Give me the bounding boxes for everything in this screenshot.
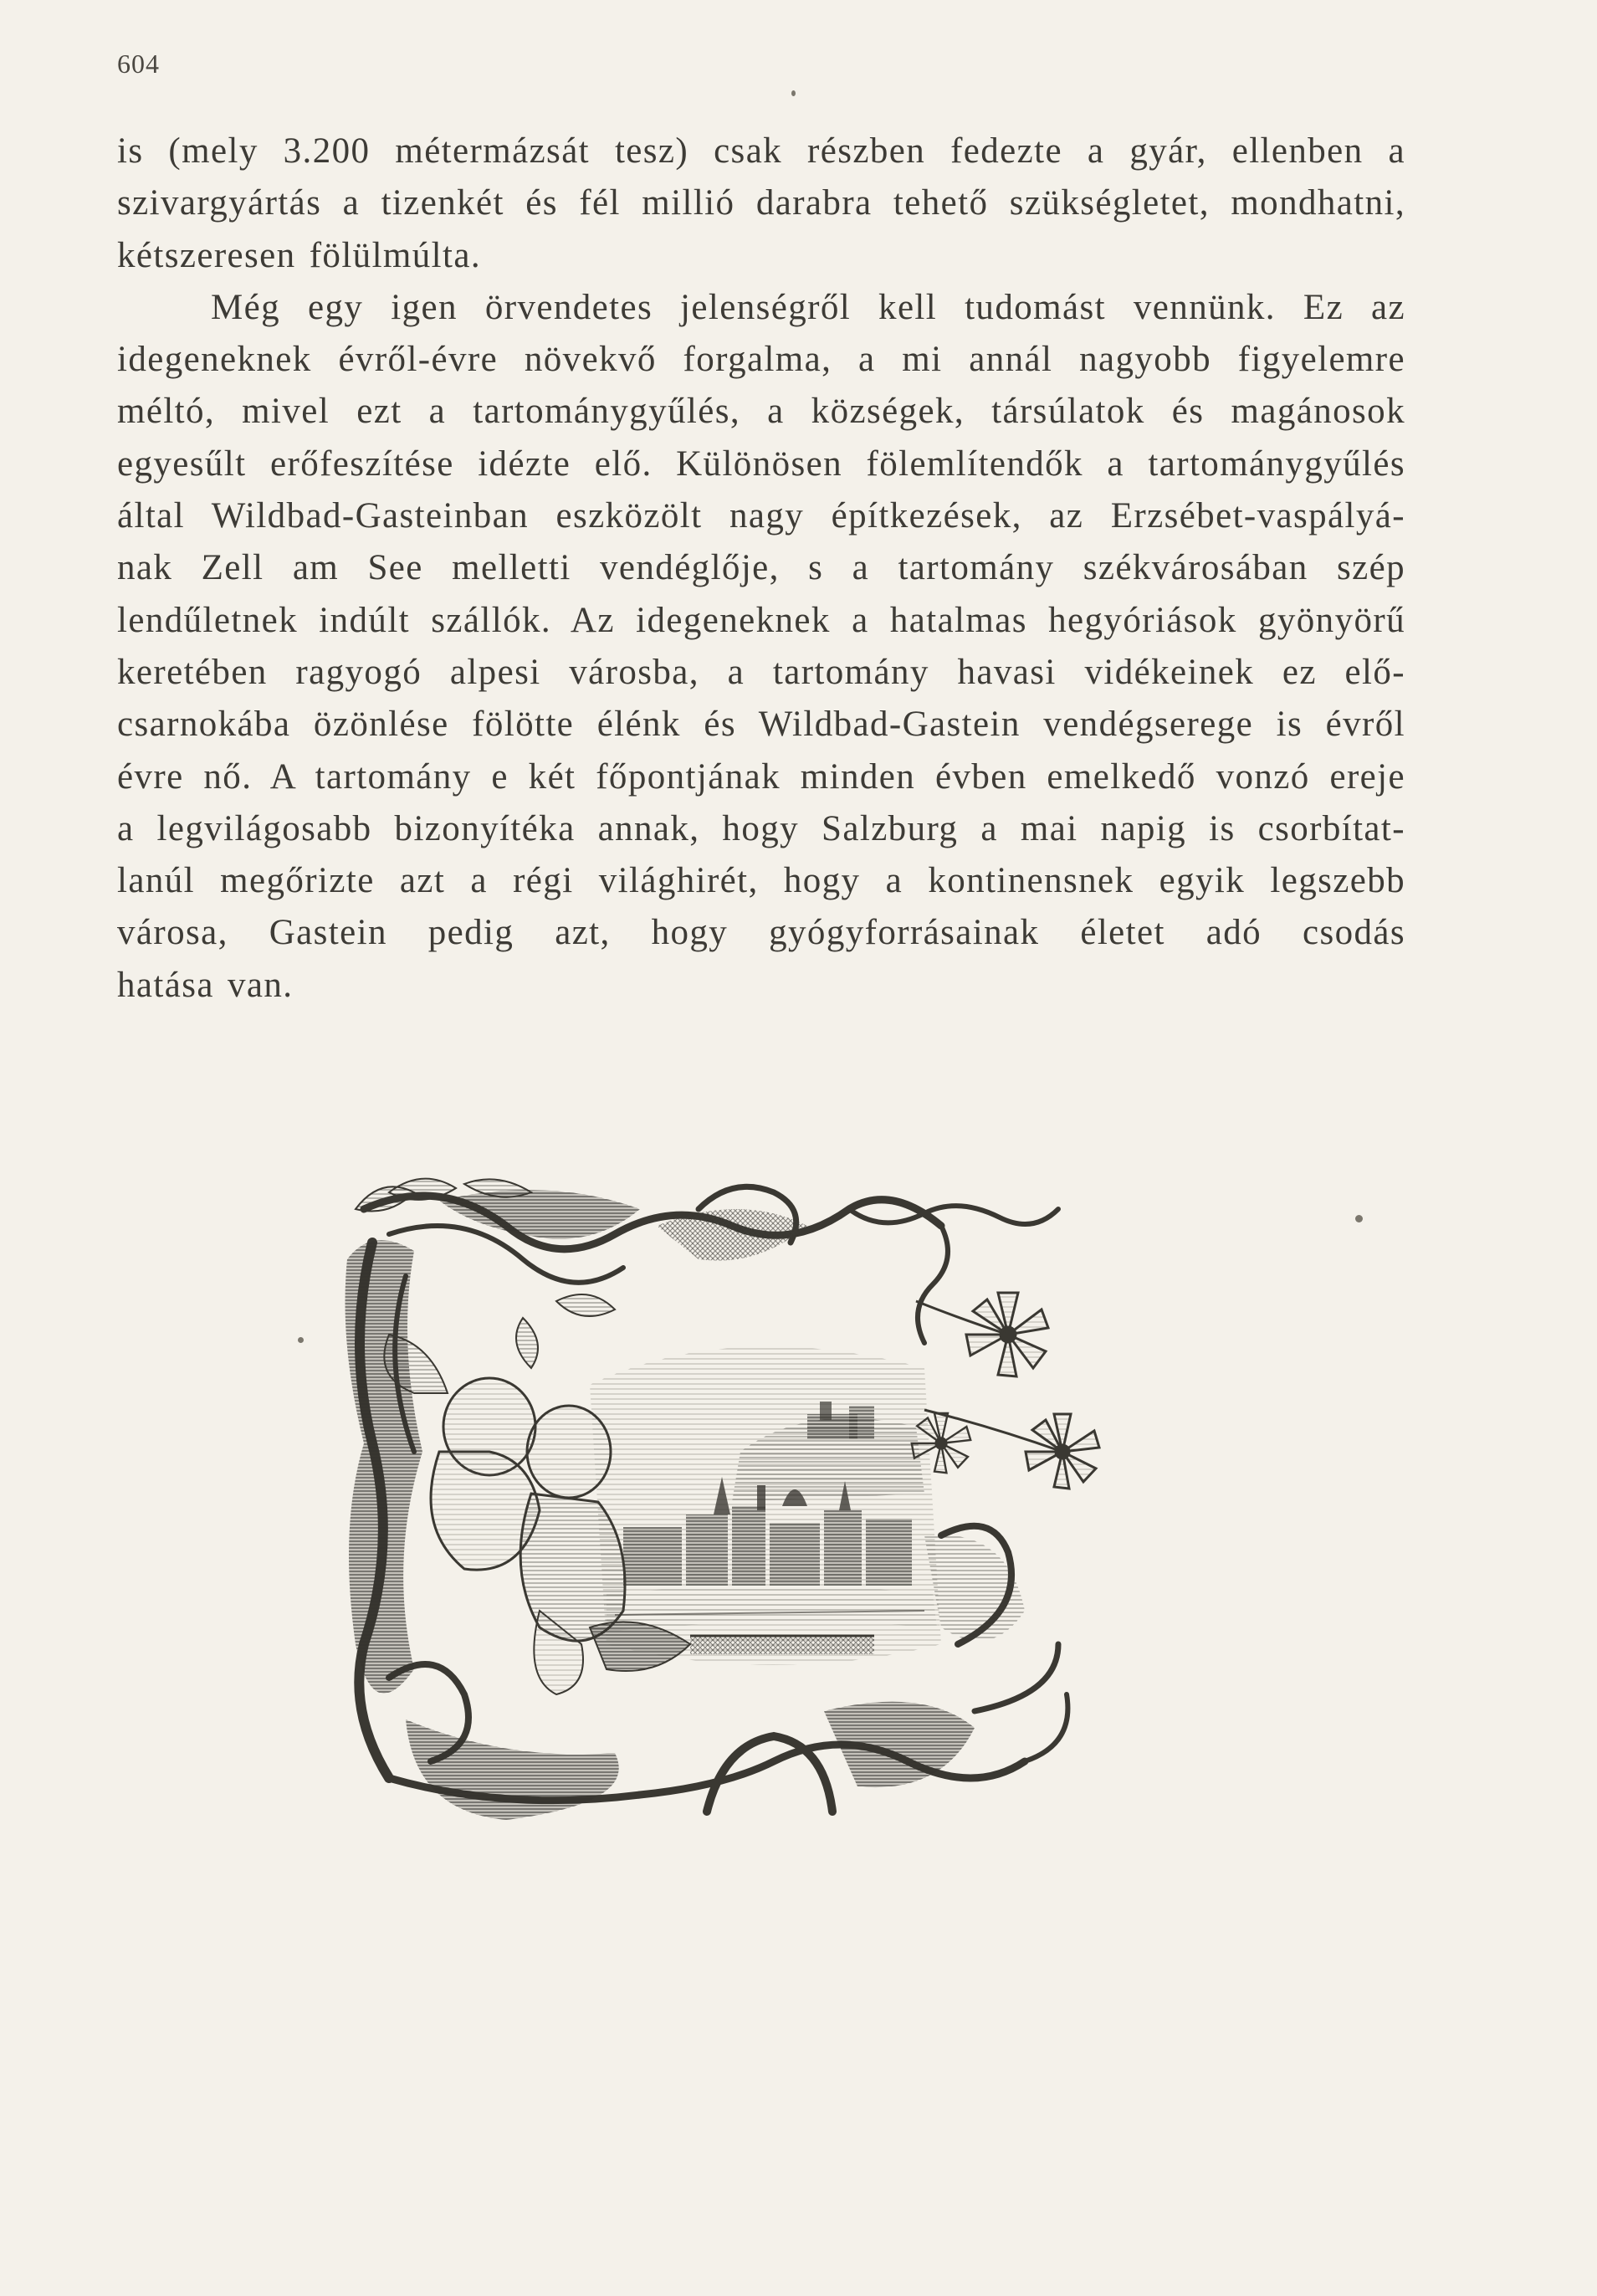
text-line: a legvilágosabb bizonyítéka annak, hogy Salzburg a mai napig is csorbítat- (117, 808, 1405, 848)
text-line: hatása van. (117, 965, 294, 1005)
text-line: lendűletnek indúlt szállók. Az idegeneknek a hatalmas hegyóriások gyönyörű (117, 600, 1405, 640)
text-line: idegeneknek évről-évre növekvő forgalma, a mi annál nagyobb figyelemre (117, 340, 1405, 380)
text-line: kétszeresen fölülmúlta. (117, 235, 481, 275)
edelweiss-flowers (912, 1293, 1099, 1489)
text-line: által Wildbad-Gasteinban eszközölt nagy építkezések, az Erzsébet-vaspályá- (117, 496, 1405, 536)
text-line: évre nő. A tartomány e két főpontjának minden évben emelkedő vonzó ereje (117, 756, 1405, 797)
text-line: keretében ragyogó alpesi városba, a tartomány havasi vidékeinek ez elő- (117, 652, 1405, 692)
text-line: egyesűlt erőfeszítése idézte elő. Különösen fölemlítendők a tartománygyűlés (117, 443, 1405, 484)
text-line: Még egy igen örvendetes jelenségről kell tudomást vennünk. Ez az (211, 287, 1405, 327)
text-line: szivargyártás a tizenkét és fél millió darabra tehető szükségletet, mondhatni, (117, 183, 1405, 223)
text-line: is (mely 3.200 métermázsát tesz) csak részben fedezte a gyár, ellenben a (117, 131, 1405, 171)
print-speck (791, 90, 796, 96)
text-line: méltó, mivel ezt a tartománygyűlés, a községek, társúlatok és magánosok (117, 392, 1405, 432)
text-line: lanúl megőrizte azt a régi világhirét, hogy a kontinensnek egyik legszebb (117, 861, 1405, 901)
print-speck (298, 1337, 304, 1343)
page-number: 604 (117, 49, 160, 79)
text-line: csarnokába özönlése fölötte élénk és Wildbad-Gastein vendégserege is évről (117, 705, 1405, 745)
body-text (117, 126, 1405, 1012)
engraved-vignette (339, 1176, 1175, 1828)
text-line: nak Zell am See melletti vendéglője, s a tartomány székvárosában szép (117, 548, 1405, 588)
landscape-panel (590, 1346, 941, 1665)
text-line: városa, Gastein pedig azt, hogy gyógyforrásainak életet adó csodás (117, 913, 1405, 953)
print-speck (1355, 1215, 1363, 1222)
